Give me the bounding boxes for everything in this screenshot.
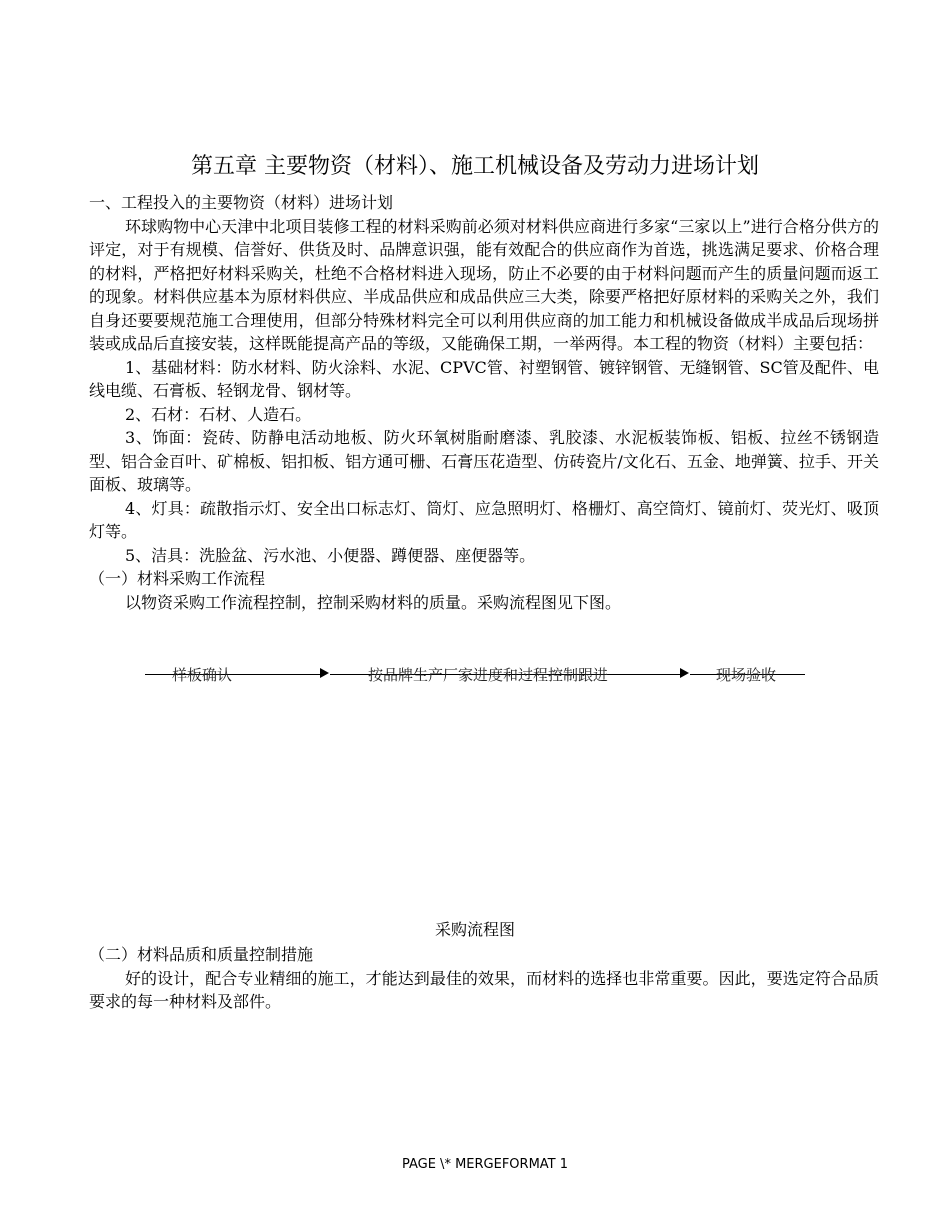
- material-item-1: 1、基础材料：防水材料、防火涂料、水泥、CPVC管、衬塑钢管、镀锌钢管、无缝钢管、SC管及配件、电线电缆、石膏板、轻钢龙骨、钢材等。: [89, 357, 879, 400]
- flow-node-sample-confirm: 样板确认: [172, 666, 233, 684]
- procurement-flow-diagram: [140, 660, 810, 688]
- flow-node-production-tracking: 按品牌生产厂家进度和过程控制跟进: [368, 666, 609, 684]
- flow-node-site-acceptance: 现场验收: [716, 666, 777, 684]
- flow-arrow-1: [320, 668, 329, 678]
- section-1-heading: 一、工程投入的主要物资（材料）进场计划: [89, 193, 394, 212]
- flow-arrow-2: [680, 668, 689, 678]
- subsection-2: [89, 943, 879, 1014]
- subsection-1-text: 以物资采购工作流程控制，控制采购材料的质量。采购流程图见下图。: [125, 592, 622, 612]
- flow-caption: 采购流程图: [434, 920, 515, 939]
- material-item-5: 5、洁具：洗脸盆、污水池、小便器、蹲便器、座便器等。: [125, 545, 536, 565]
- subsection-2-text: 好的设计，配合专业精细的施工，才能达到最佳的效果，而材料的选择也非常重要。因此，要选定符合品质要求的每一种材料及部件。: [89, 968, 879, 1011]
- subsection-1-heading: （一）材料采购工作流程: [89, 569, 266, 588]
- section-1-intro: 环球购物中心天津中北项目装修工程的材料采购前必须对材料供应商进行多家“三家以上”进行合格分供方的评定，对于有规模、信誉好、供货及时、品牌意识强，能有效配合的供应商作为首选，挑选满足要求、价格合理的材料，严格把好材料采购关，杜绝不合格材料进入现场，防止不必要的由于材料问题而产生的质量问题而返工的现象。材料供应基本为原材料供应、半成品供应和成品供应三大类，除要严格把好原材料的采购关之外，我们自身还要要规范施工合理使用，但部分特殊材料完全可以利用供应商的加工能力和机械设备做成半成品后现场拼装或成品后直接安装，这样既能提高产品的等级，又能确保工期，一举两得。本工程的物资（材料）主要包括：: [89, 216, 879, 353]
- material-item-4: 4、灯具：疏散指示灯、安全出口标志灯、筒灯、应急照明灯、格栅灯、高空筒灯、镜前灯、荧光灯、吸顶灯等。: [89, 498, 879, 541]
- chapter-title: 第五章 主要物资（材料）、施工机械设备及劳动力进场计划: [191, 154, 759, 179]
- subsection-2-heading: （二）材料品质和质量控制措施: [89, 945, 314, 964]
- page-footer: PAGE \* MERGEFORMAT 1: [401, 1157, 569, 1172]
- material-item-3: 3、饰面：瓷砖、防静电活动地板、防火环氧树脂耐磨漆、乳胶漆、水泥板装饰板、铝板、拉丝不锈钢造型、铝合金百叶、矿棉板、铝扣板、铝方通可栅、石膏压花造型、仿砖瓷片/文化石、五金、地弹簧、拉手、开关面板、玻璃等。: [89, 428, 879, 494]
- section-1: [89, 191, 879, 614]
- material-item-2: 2、石材：石材、人造石。: [125, 404, 312, 424]
